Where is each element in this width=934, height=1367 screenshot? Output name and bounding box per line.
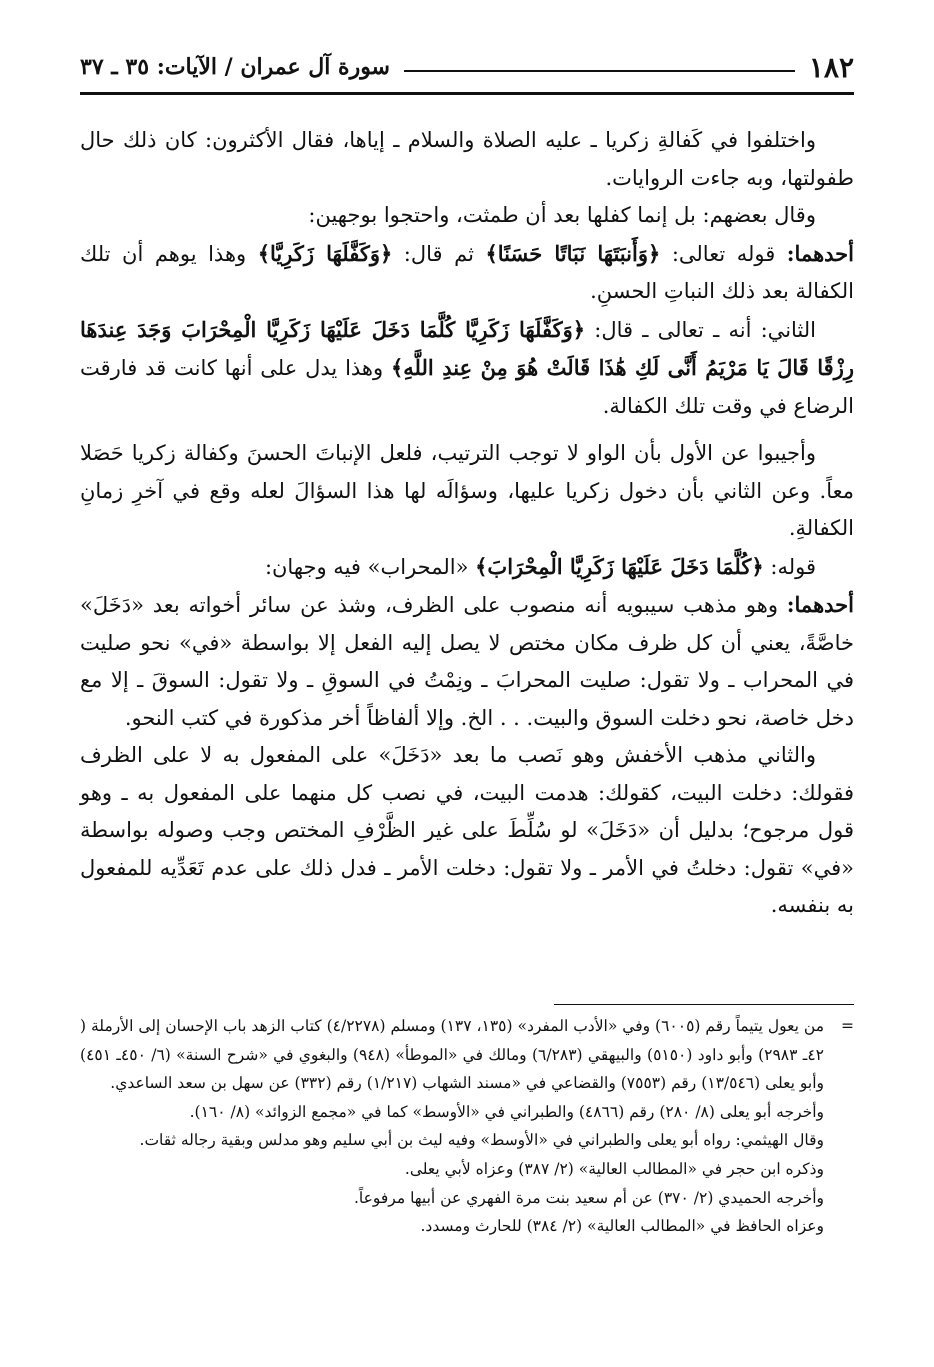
paragraph-5: وأجيبوا عن الأول بأن الواو لا توجب الترتيب، فلعل الإنباتَ الحسنَ وكفالة زكريا حَصَلا معاً. وعن الثاني بأن دخول زكريا عليها، وسؤالَه لها هذا السؤالَ لعله وقع في آخرِ زمانِ الكفالةِ. xyxy=(80,441,854,540)
paragraph-6 xyxy=(80,548,854,587)
main-text xyxy=(80,122,854,925)
footnote-text-6: وعزاه الحافظ في «المطالب العالية» (٢/ ٣٨٤) للحارث ومسدد. xyxy=(420,1217,824,1236)
footnote-text-3: وقال الهيثمي: رواه أبو يعلى والطبراني في «الأوسط» وفيه ليث بن أبي سليم وهو مدلس وبقية رجاله ثقات. xyxy=(139,1131,824,1150)
paragraph-3-lead: أحدهما: xyxy=(786,240,855,266)
paragraph-2: وقال بعضهم: بل إنما كفلها بعد أن طمثت، واحتجوا بوجهين: xyxy=(308,203,816,227)
footnotes xyxy=(80,1012,854,1241)
header-rule xyxy=(404,70,795,72)
surah-title: سورة آل عمران / الآيات: ٣٥ ـ ٣٧ xyxy=(80,54,390,80)
paragraph-4-text-1: الثاني: أنه ـ تعالى ـ قال: xyxy=(585,317,817,342)
quran-verse: ﴿كُلَّمَا دَخَلَ عَلَيْهَا زَكَرِيَّا الْمِحْرَابَ﴾ xyxy=(475,553,764,579)
paragraph-3-text-1: قوله تعالى: xyxy=(660,241,787,266)
footnote-text-4: وذكره ابن حجر في «المطالب العالية» (٢/ ٣٨٧) وعزاه لأبي يعلى. xyxy=(404,1159,824,1178)
paragraph-7-text: وهو مذهب سيبويه أنه منصوب على الظرف، وشذ عن سائر أخواته بعد «دَخَلَ» خاصَّةً، يعني أن كل ظرف مكان مختص لا يصل إليه الفعل إلا بواسطة «في» نحو صليت في المحراب ـ ولا تقول: صليت المحرابَ ـ ونِمْتُ في السوقِ ـ ولا تقول: السوقَ ـ إلا مع دخل خاصة، نحو دخلت السوق والبيت. . . الخ. وإلا ألفاظاً أخر مذكورة في كتب النحو. xyxy=(80,593,854,730)
footnote-text-5: وأخرجه الحميدي (٢/ ٣٧٠) عن أم سعيد بنت مرة الفهري عن أبيها مرفوعاً. xyxy=(353,1188,824,1207)
footnote-marker: = xyxy=(841,1017,854,1035)
quran-verse: ﴿وَأَنبَتَهَا نَبَاتًا حَسَنًا﴾ xyxy=(485,240,661,266)
footnote-separator xyxy=(554,1004,854,1005)
page-number: ١٨٢ xyxy=(808,50,854,84)
paragraph-4-text-2: وهذا يدل على أنها كانت قد فارقت الرضاع في وقت تلك الكفالة. xyxy=(80,356,854,418)
paragraph-8: والثاني مذهب الأخفش وهو نَصب ما بعد «دَخَلَ» على المفعول به لا على الظرف فقولك: دخلت البيت، كقولك: هدمت البيت، في نصب كل منهما على المفعول به ـ وهو قول مرجوح؛ بدليل أن «دَخَلَ» لو سُلِّطَ على غير الظَّرْفِ المختص وجب وصوله بواسطة «في» تقول: دخلتُ في الأمر ـ ولا تقول: دخلت الأمر ـ فدل ذلك على عدم تَعَدِّيه للمفعول به بنفسه. xyxy=(80,743,854,917)
quran-verse: ﴿وَكَفَّلَهَا زَكَرِيَّا﴾ xyxy=(257,240,393,266)
paragraph-1: واختلفوا في كَفالةِ زكريا ـ عليه الصلاة والسلام ـ إياها، فقال الأكثرون: كان ذلك حال طفولتها، وبه جاءت الروايات. xyxy=(80,128,854,190)
paragraph-3 xyxy=(80,235,854,311)
page-header xyxy=(80,42,854,95)
footnote-text-1: من يعول يتيماً رقم (٦٠٠٥) وفي «الأدب المفرد» (١٣٥، ١٣٧) ومسلم (٤/٢٢٧٨) كتاب الزهد باب الإحسان إلى الأرملة ( ٤٢ـ ٢٩٨٣) وأبو داود (٥١٥٠) والبيهقي (٦/٢٨٣) ومالك في «الموطأ» (٩٤٨) والبغوي في «شرح السنة» (٦/ ٤٥٠ـ ٤٥١) وأبو يعلى (١٣/٥٤٦) رقم (٧٥٥٣) والقضاعي في «مسند الشهاب (١/٢١٧) رقم (٣٣٢) عن سهل بن سعد الساعدي. xyxy=(80,1017,824,1093)
footnote-continuation xyxy=(80,1012,854,1098)
paragraph-7 xyxy=(80,586,854,737)
paragraph-6-text-2: «المحراب» فيه وجهان: xyxy=(264,554,476,579)
paragraph-7-lead: أحدهما: xyxy=(786,592,854,617)
footnote-text-2: وأخرجه أبو يعلى (٨/ ٢٨٠) رقم (٤٨٦٦) والطبراني في «الأوسط» كما في «مجمع الزوائد» (٨/ ١٦٠). xyxy=(189,1102,824,1121)
paragraph-3-text-2: ثم قال: xyxy=(392,241,486,266)
paragraph-6-text-1: قوله: xyxy=(763,554,816,579)
paragraph-4 xyxy=(80,311,854,426)
quran-verse: ﴿وَكَفَّلَهَا زَكَرِيَّا كُلَّمَا دَخَلَ عَلَيْهَا زَكَرِيَّا الْمِحْرَابَ وَجَدَ عِندَهَا رِزْقًا قَالَ يَا مَرْيَمُ أَنَّى لَكِ هَٰذَا قَالَتْ هُوَ مِنْ عِندِ اللَّهِ﴾ xyxy=(80,316,854,380)
paragraph-3-text-3: وهذا يوهم أن تلك الكفالة بعد ذلك النباتِ الحسنِ. xyxy=(80,241,854,303)
